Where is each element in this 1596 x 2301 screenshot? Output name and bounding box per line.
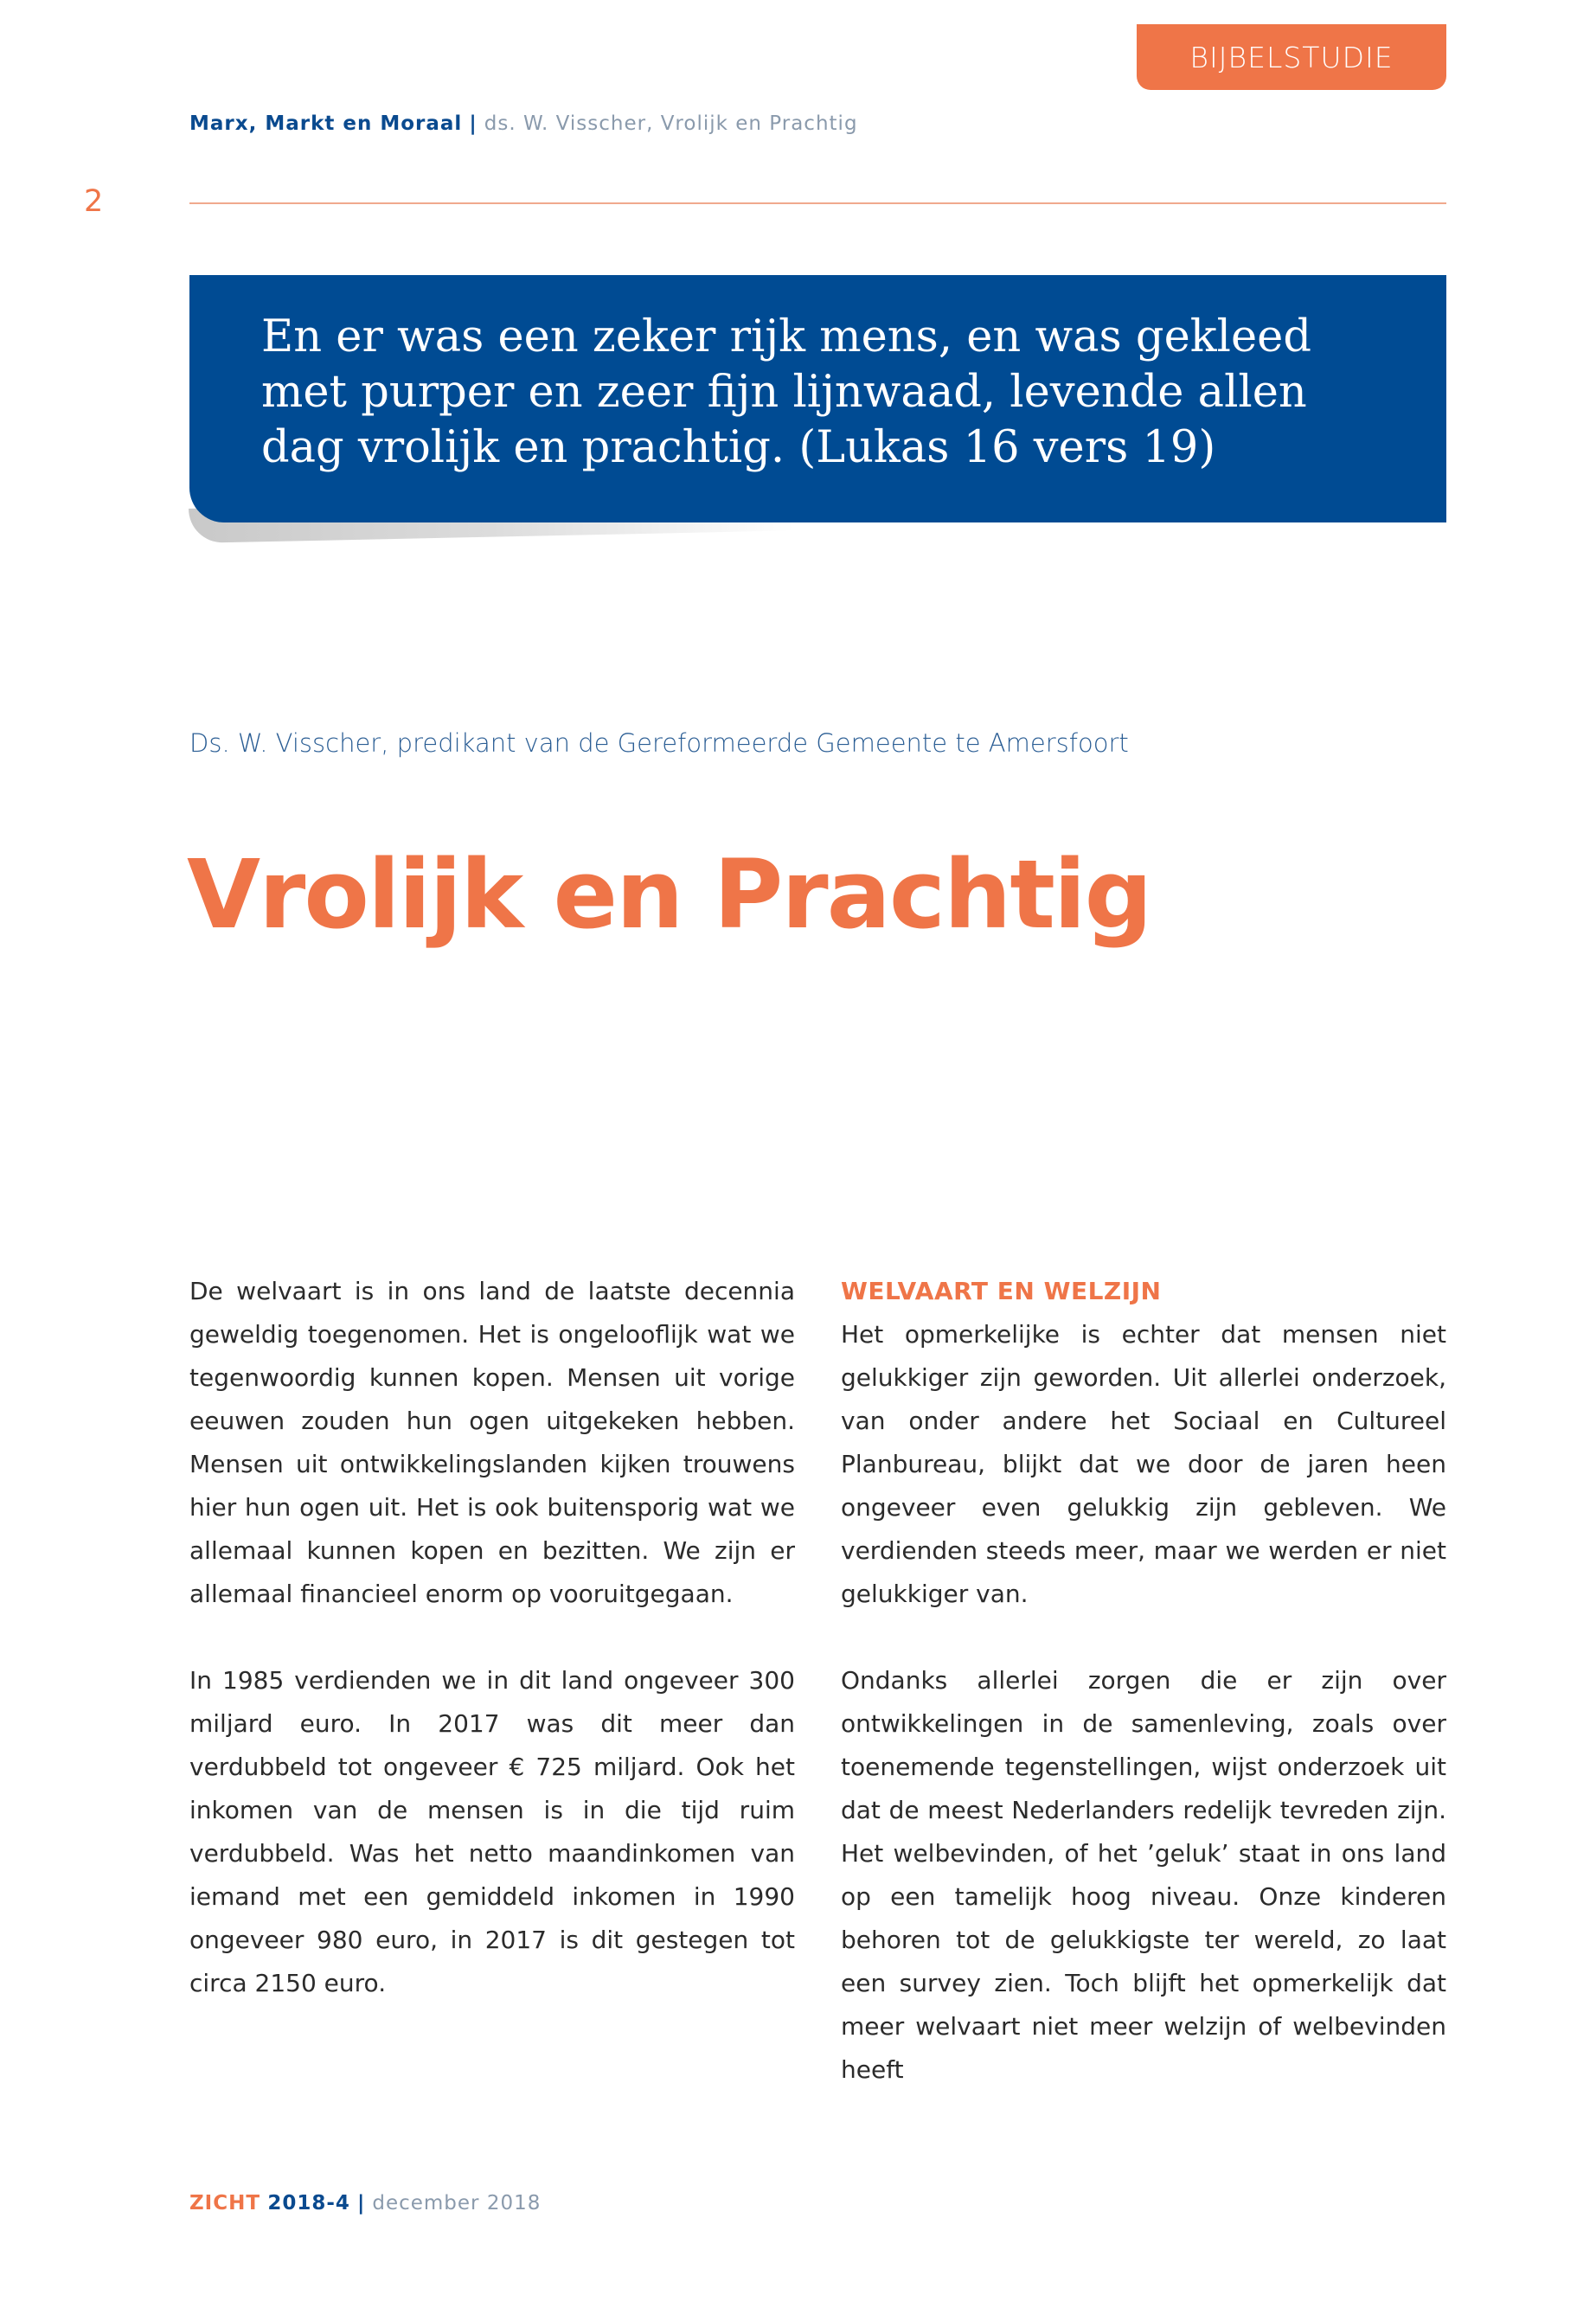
page-footer: [189, 2192, 541, 2214]
paragraph: De welvaart is in ons land de laatste decennia geweldig toegenomen. Het is ongelooflijk wat we tegenwoordig kunnen kopen. Mensen uit vorige eeuwen zouden hun ogen uitgekeken hebben. Mensen uit ontwikkelingslanden kijken trouwens hier hun ogen uit. Het is ook buitensporig wat we allemaal kunnen kopen en bezitten. We zijn er allemaal financieel enorm op vooruitgegaan.: [189, 1277, 795, 1608]
series-title: Marx, Markt en Moraal: [189, 112, 463, 135]
issue-date: december 2018: [372, 2192, 542, 2214]
article-title: Vrolijk en Prachtig: [187, 839, 1151, 950]
left-column: [189, 1270, 795, 2005]
header-rule: [189, 202, 1446, 204]
paragraph: Het opmerkelijke is echter dat mensen niet gelukkiger zijn geworden. Uit allerlei onderzoek, van onder andere het Sociaal en Cultureel Planbureau, blijkt dat we door de jaren heen ongeveer even gelukkig zijn gebleven. We verdienden steeds meer, maar we werden er niet gelukkiger van.: [841, 1320, 1446, 1608]
right-column: [841, 1270, 1446, 2092]
magazine-name: ZICHT: [189, 2192, 261, 2214]
subheading: WELVAART EN WELZIJN: [841, 1277, 1162, 1305]
article-reference: ds. W. Visscher, Vrolijk en Prachtig: [484, 112, 858, 135]
scripture-quote: En er was een zeker rijk mens, en was gekleed met purper en zeer fijn lijnwaad, levende allen dag vrolijk en prachtig. (Lukas 16 vers 19): [261, 311, 1311, 473]
paragraph: In 1985 verdienden we in dit land ongeveer 300 miljard euro. In 2017 was dit meer dan verdubbeld tot ongeveer € 725 miljard. Ook het inkomen van de mensen is in die tijd ruim verdubbeld. Was het netto maandinkomen van iemand met een gemiddeld inkomen in 1990 ongeveer 980 euro, in 2017 is dit gestegen tot circa 2150 euro.: [189, 1666, 795, 1997]
page-number: 2: [84, 184, 104, 219]
running-head-separator: |: [469, 112, 478, 135]
issue-number: 2018-4: [267, 2192, 350, 2214]
section-tag: BIJBELSTUDIE: [1137, 24, 1446, 90]
running-head: [189, 112, 858, 135]
footer-separator: |: [356, 2192, 366, 2214]
author-byline: Ds. W. Visscher, predikant van de Gereformeerde Gemeente te Amersfoort: [189, 728, 1129, 758]
scripture-quote-box: [189, 275, 1446, 522]
paragraph: Ondanks allerlei zorgen die er zijn over ontwikkelingen in de samenleving, zoals over toenemende tegenstellingen, wijst onderzoek uit dat de meest Nederlanders redelijk tevreden zijn. Het welbevinden, of het ’geluk’ staat in ons land op een tamelijk hoog niveau. Onze kinderen behoren tot de gelukkigste ter wereld, zo laat een survey zien. Toch blijft het opmerkelijk dat meer welvaart niet meer welzijn of welbevinden heeft: [841, 1666, 1446, 2084]
